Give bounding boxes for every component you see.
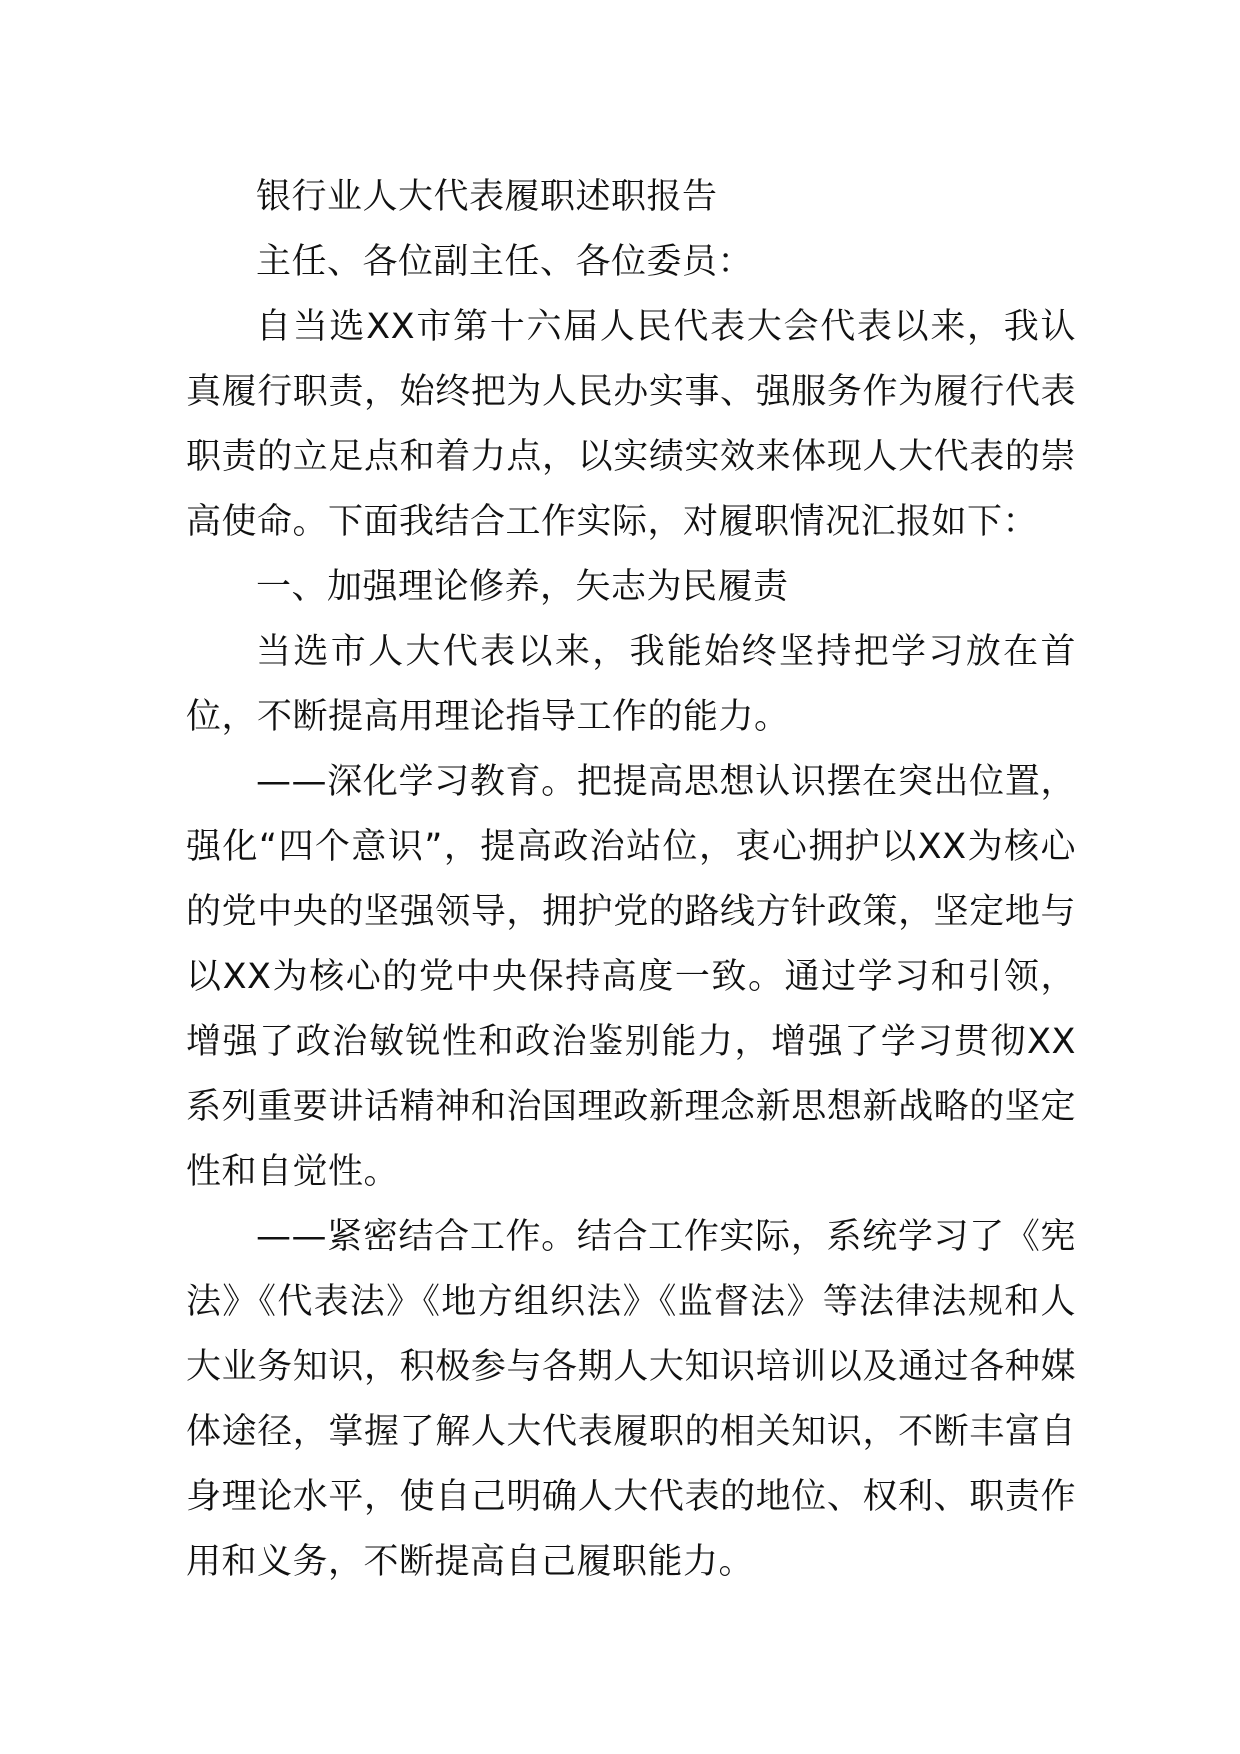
paragraph-deepen-study: ——深化学习教育。把提高思想认识摆在突出位置，强化“四个意识”，提高政治站位，衷心拥护以XX为核心的党中央的坚强领导，拥护党的路线方针政策，坚定地与以XX为核心的党中央保持高度一致。通过学习和引领，增强了政治敏锐性和政治鉴别能力，增强了学习贯彻XX系列重要讲话精神和治国理政新理念新思想新战略的坚定性和自觉性。 (186, 762, 1076, 1192)
document-title: 银行业人大代表履职述职报告 (256, 177, 718, 217)
paragraph-section-1-intro: 当选市人大代表以来，我能始终坚持把学习放在首位，不断提高用理论指导工作的能力。 (186, 632, 1076, 737)
document-body (186, 165, 1076, 1595)
section-heading-1: 一、加强理论修养，矢志为民履责 (256, 567, 789, 607)
paragraph-intro: 自当选XX市第十六届人民代表大会代表以来，我认真履行职责，始终把为人民办实事、强服务作为履行代表职责的立足点和着力点，以实绩实效来体现人大代表的崇高使命。下面我结合工作实际，对履职情况汇报如下： (186, 307, 1076, 542)
paragraph-combine-work: ——紧密结合工作。结合工作实际，系统学习了《宪法》《代表法》《地方组织法》《监督法》等法律法规和人大业务知识，积极参与各期人大知识培训以及通过各种媒体途径，掌握了解人大代表履职的相关知识，不断丰富自身理论水平，使自己明确人大代表的地位、权利、职责作用和义务，不断提高自己履职能力。 (186, 1217, 1076, 1582)
salutation: 主任、各位副主任、各位委员： (256, 242, 754, 282)
